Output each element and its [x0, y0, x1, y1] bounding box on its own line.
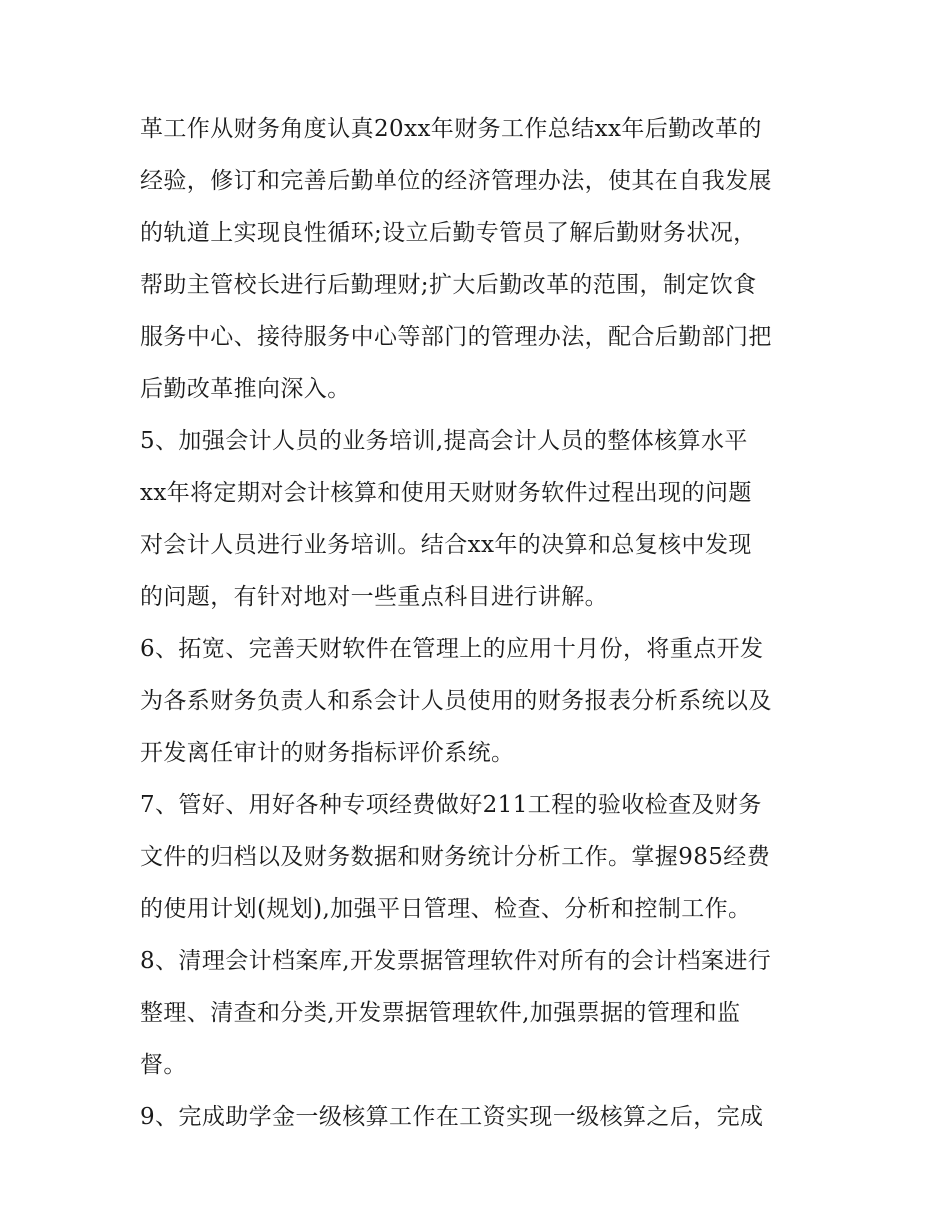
text-line: xx年将定期对会计核算和使用天财财务软件过程出现的问题: [140, 480, 752, 506]
text-line: 的轨道上实现良性循环;设立后勤专管员了解后勤财务状况，: [140, 220, 757, 246]
text-line: 8、清理会计档案库,开发票据管理软件对所有的会计档案进行: [140, 948, 772, 974]
text-line: 6、拓宽、完善天财软件在管理上的应用十月份，将重点开发: [140, 636, 764, 662]
text-line: 的使用计划(规划),加强平日管理、检查、分析和控制工作。: [140, 896, 752, 922]
text-line: 的问题，有针对地对一些重点科目进行讲解。: [140, 584, 608, 610]
text-line: 对会计人员进行业务培训。结合xx年的决算和总复核中发现: [140, 532, 752, 558]
text-line: 帮助主管校长进行后勤理财;扩大后勤改革的范围，制定饮食: [140, 272, 757, 298]
text-line: 为各系财务负责人和系会计人员使用的财务报表分析系统以及: [140, 688, 772, 714]
text-line: 文件的归档以及财务数据和财务统计分析工作。掌握985经费: [140, 844, 771, 870]
text-line: 督。: [140, 1052, 187, 1078]
text-line: 7、管好、用好各种专项经费做好211工程的验收检查及财务: [140, 792, 762, 818]
text-line: 开发离任审计的财务指标评价系统。: [140, 740, 515, 766]
text-line: 9、完成助学金一级核算工作在工资实现一级核算之后，完成: [140, 1104, 764, 1130]
text-line: 整理、清查和分类,开发票据管理软件,加强票据的管理和监: [140, 1000, 741, 1026]
text-line: 服务中心、接待服务中心等部门的管理办法，配合后勤部门把: [140, 324, 772, 350]
text-line: 经验，修订和完善后勤单位的经济管理办法，使其在自我发展: [140, 168, 772, 194]
text-line: 革工作从财务角度认真20xx年财务工作总结xx年后勤改革的: [140, 116, 762, 142]
text-line: 后勤改革推向深入。: [140, 376, 351, 402]
text-line: 5、加强会计人员的业务培训,提高会计人员的整体核算水平: [140, 428, 748, 454]
